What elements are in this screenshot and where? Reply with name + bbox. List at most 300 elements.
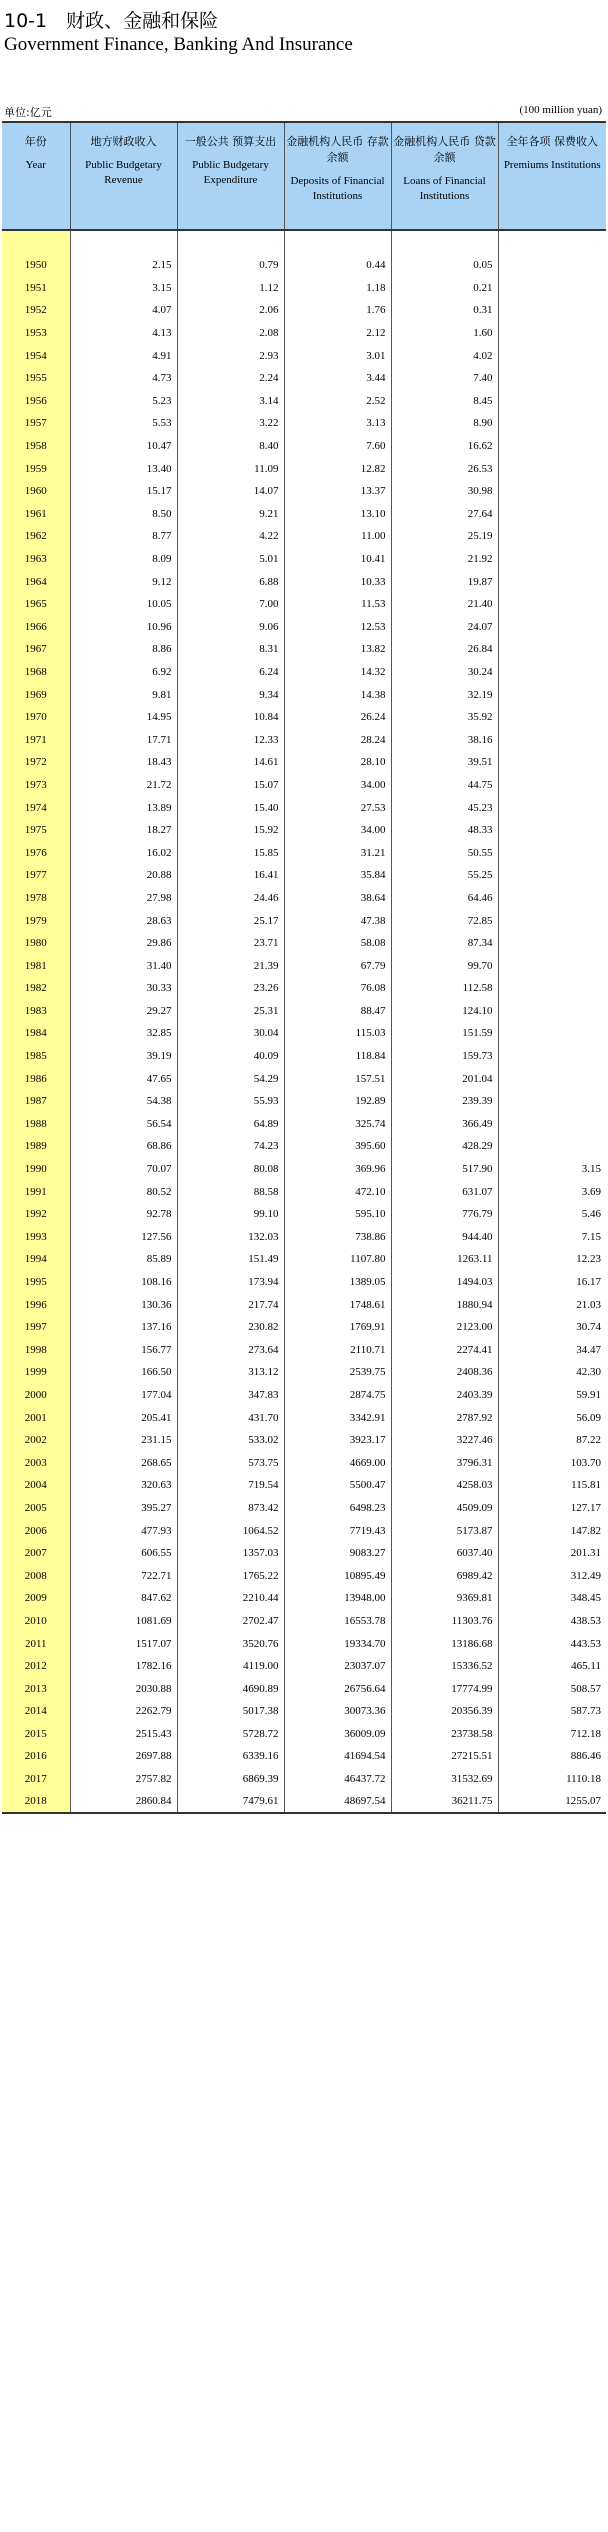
expenditure-cell: 15.07 (177, 774, 284, 797)
premiums-cell: 438.53 (498, 1610, 606, 1633)
expenditure-cell: 4119.00 (177, 1655, 284, 1678)
premiums-cell (498, 796, 606, 819)
revenue-cell: 6.92 (70, 661, 177, 684)
premiums-cell (498, 661, 606, 684)
year-cell: 1997 (2, 1316, 70, 1339)
year-cell: 2001 (2, 1406, 70, 1429)
year-cell: 1976 (2, 841, 70, 864)
expenditure-cell: 55.93 (177, 1090, 284, 1113)
table-row (2, 503, 606, 526)
loans-cell: 44.75 (391, 774, 498, 797)
premiums-cell (498, 1090, 606, 1113)
expenditure-cell: 21.39 (177, 954, 284, 977)
deposits-cell: 34.00 (284, 819, 391, 842)
premiums-cell (498, 299, 606, 322)
premiums-cell (498, 503, 606, 526)
premiums-cell: 7.15 (498, 1226, 606, 1249)
year-cell: 1960 (2, 480, 70, 503)
premiums-cell: 465.11 (498, 1655, 606, 1678)
loans-cell: 239.39 (391, 1090, 498, 1113)
table-row (2, 977, 606, 1000)
revenue-cell: 2697.88 (70, 1745, 177, 1768)
loans-cell: 0.31 (391, 299, 498, 322)
expenditure-cell: 217.74 (177, 1293, 284, 1316)
deposits-cell: 13.37 (284, 480, 391, 503)
expenditure-cell: 10.84 (177, 706, 284, 729)
year-cell: 1998 (2, 1339, 70, 1362)
deposits-cell: 76.08 (284, 977, 391, 1000)
year-cell: 1983 (2, 1000, 70, 1023)
table-row (2, 277, 606, 300)
expenditure-cell: 9.21 (177, 503, 284, 526)
header-label-en: Loans of Financial Institutions (403, 175, 486, 202)
revenue-cell: 2262.79 (70, 1700, 177, 1723)
expenditure-cell: 1357.03 (177, 1542, 284, 1565)
deposits-cell: 7719.43 (284, 1519, 391, 1542)
premiums-cell (498, 774, 606, 797)
revenue-cell: 2860.84 (70, 1790, 177, 1813)
revenue-cell: 29.27 (70, 1000, 177, 1023)
data-table (2, 121, 606, 1814)
deposits-cell: 9083.27 (284, 1542, 391, 1565)
year-cell: 1988 (2, 1113, 70, 1136)
table-row (2, 819, 606, 842)
deposits-cell: 5500.47 (284, 1474, 391, 1497)
deposits-cell: 28.10 (284, 751, 391, 774)
revenue-cell: 85.89 (70, 1248, 177, 1271)
loans-cell: 3796.31 (391, 1451, 498, 1474)
premiums-cell: 3.15 (498, 1158, 606, 1181)
expenditure-cell: 7479.61 (177, 1790, 284, 1813)
expenditure-cell: 173.94 (177, 1271, 284, 1294)
premiums-cell: 30.74 (498, 1316, 606, 1339)
loans-cell: 23738.58 (391, 1723, 498, 1746)
table-row (2, 1723, 606, 1746)
deposits-cell: 192.89 (284, 1090, 391, 1113)
deposits-cell: 16553.78 (284, 1610, 391, 1633)
loans-cell: 50.55 (391, 841, 498, 864)
year-cell: 1989 (2, 1135, 70, 1158)
loans-cell: 11303.76 (391, 1610, 498, 1633)
header-label-zh: 一般公共 预算支出 (184, 135, 277, 148)
expenditure-cell: 2.24 (177, 367, 284, 390)
revenue-cell: 15.17 (70, 480, 177, 503)
premiums-cell (498, 570, 606, 593)
table-row (2, 435, 606, 458)
deposits-cell: 3.01 (284, 344, 391, 367)
loans-cell: 26.53 (391, 457, 498, 480)
revenue-cell: 8.50 (70, 503, 177, 526)
revenue-cell: 127.56 (70, 1226, 177, 1249)
year-cell: 1950 (2, 254, 70, 277)
premiums-cell (498, 954, 606, 977)
year-cell: 1966 (2, 616, 70, 639)
table-row (2, 1090, 606, 1113)
table-row (2, 1135, 606, 1158)
loans-cell: 32.19 (391, 683, 498, 706)
deposits-cell: 23037.07 (284, 1655, 391, 1678)
deposits-cell: 3.13 (284, 412, 391, 435)
deposits-cell: 595.10 (284, 1203, 391, 1226)
year-cell: 1986 (2, 1067, 70, 1090)
year-cell: 1964 (2, 570, 70, 593)
table-row (2, 1339, 606, 1362)
year-cell: 2006 (2, 1519, 70, 1542)
premiums-cell: 3.69 (498, 1180, 606, 1203)
table-row (2, 1000, 606, 1023)
deposits-cell: 31.21 (284, 841, 391, 864)
loans-cell: 64.46 (391, 887, 498, 910)
revenue-cell: 70.07 (70, 1158, 177, 1181)
table-header (2, 122, 606, 230)
revenue-cell: 5.23 (70, 390, 177, 413)
year-cell: 2008 (2, 1564, 70, 1587)
loans-cell: 30.98 (391, 480, 498, 503)
expenditure-cell: 6869.39 (177, 1768, 284, 1791)
deposits-cell: 325.74 (284, 1113, 391, 1136)
table-row (2, 1474, 606, 1497)
expenditure-cell: 2.93 (177, 344, 284, 367)
premiums-cell: 59.91 (498, 1384, 606, 1407)
revenue-cell: 56.54 (70, 1113, 177, 1136)
table-row (2, 1203, 606, 1226)
table-row (2, 638, 606, 661)
deposits-cell: 1748.61 (284, 1293, 391, 1316)
year-cell: 1992 (2, 1203, 70, 1226)
expenditure-cell: 8.40 (177, 435, 284, 458)
deposits-cell: 3923.17 (284, 1429, 391, 1452)
table-row (2, 1700, 606, 1723)
expenditure-cell: 573.75 (177, 1451, 284, 1474)
expenditure-cell: 15.92 (177, 819, 284, 842)
year-cell: 1987 (2, 1090, 70, 1113)
expenditure-cell: 88.58 (177, 1180, 284, 1203)
deposits-cell: 88.47 (284, 1000, 391, 1023)
expenditure-cell: 230.82 (177, 1316, 284, 1339)
expenditure-cell: 4690.89 (177, 1677, 284, 1700)
year-cell: 1958 (2, 435, 70, 458)
expenditure-cell: 5.01 (177, 548, 284, 571)
deposits-cell: 48697.54 (284, 1790, 391, 1813)
revenue-cell: 4.13 (70, 322, 177, 345)
expenditure-cell: 7.00 (177, 593, 284, 616)
loans-cell: 3227.46 (391, 1429, 498, 1452)
premiums-cell (498, 593, 606, 616)
table-row (2, 1497, 606, 1520)
year-cell: 1972 (2, 751, 70, 774)
deposits-cell: 41694.54 (284, 1745, 391, 1768)
loans-cell: 776.79 (391, 1203, 498, 1226)
header-label-zh: 全年各项 保费收入 (506, 135, 598, 148)
unit-label-zh: 单位:亿元 (4, 106, 52, 119)
expenditure-cell: 23.71 (177, 932, 284, 955)
loans-cell: 24.07 (391, 616, 498, 639)
year-cell: 2011 (2, 1632, 70, 1655)
year-cell: 1974 (2, 796, 70, 819)
loans-cell: 1.60 (391, 322, 498, 345)
premiums-cell (498, 412, 606, 435)
year-cell: 2015 (2, 1723, 70, 1746)
table-row (2, 525, 606, 548)
loans-cell: 9369.81 (391, 1587, 498, 1610)
premiums-cell (498, 344, 606, 367)
revenue-cell: 8.09 (70, 548, 177, 571)
table-row (2, 1180, 606, 1203)
year-cell: 1962 (2, 525, 70, 548)
premiums-cell: 16.17 (498, 1271, 606, 1294)
table-row (2, 932, 606, 955)
revenue-cell: 16.02 (70, 841, 177, 864)
premiums-cell: 34.47 (498, 1339, 606, 1362)
deposits-cell: 395.60 (284, 1135, 391, 1158)
deposits-cell: 738.86 (284, 1226, 391, 1249)
deposits-cell: 58.08 (284, 932, 391, 955)
expenditure-cell: 6339.16 (177, 1745, 284, 1768)
revenue-cell: 80.52 (70, 1180, 177, 1203)
premiums-cell: 103.70 (498, 1451, 606, 1474)
header-label-zh: 年份 (24, 135, 47, 148)
year-cell: 2016 (2, 1745, 70, 1768)
loans-cell: 124.10 (391, 1000, 498, 1023)
revenue-cell: 4.91 (70, 344, 177, 367)
table-row (2, 412, 606, 435)
table-row (2, 1113, 606, 1136)
table-row (2, 322, 606, 345)
revenue-cell: 30.33 (70, 977, 177, 1000)
year-cell: 2018 (2, 1790, 70, 1813)
deposits-cell: 38.64 (284, 887, 391, 910)
revenue-cell: 28.63 (70, 909, 177, 932)
year-cell: 1956 (2, 390, 70, 413)
deposits-cell: 10.41 (284, 548, 391, 571)
premiums-cell: 443.53 (498, 1632, 606, 1655)
table-row (2, 1610, 606, 1633)
year-cell: 1959 (2, 457, 70, 480)
loans-cell: 6037.40 (391, 1542, 498, 1565)
table-row (2, 1542, 606, 1565)
premiums-cell (498, 480, 606, 503)
premiums-cell (498, 683, 606, 706)
revenue-cell: 268.65 (70, 1451, 177, 1474)
loans-cell: 201.04 (391, 1067, 498, 1090)
expenditure-cell: 2.06 (177, 299, 284, 322)
deposits-cell: 14.38 (284, 683, 391, 706)
premiums-cell (498, 841, 606, 864)
table-row (2, 480, 606, 503)
loans-cell: 2123.00 (391, 1316, 498, 1339)
premiums-cell: 42.30 (498, 1361, 606, 1384)
premiums-cell (498, 1000, 606, 1023)
premiums-cell: 312.49 (498, 1564, 606, 1587)
revenue-cell: 8.86 (70, 638, 177, 661)
expenditure-cell: 11.09 (177, 457, 284, 480)
revenue-cell: 10.96 (70, 616, 177, 639)
deposits-cell: 7.60 (284, 435, 391, 458)
table-row (2, 1745, 606, 1768)
loans-cell: 48.33 (391, 819, 498, 842)
table-row (2, 751, 606, 774)
year-cell: 1982 (2, 977, 70, 1000)
year-cell: 1980 (2, 932, 70, 955)
revenue-cell: 722.71 (70, 1564, 177, 1587)
year-cell: 1979 (2, 909, 70, 932)
expenditure-cell: 2702.47 (177, 1610, 284, 1633)
deposits-cell: 369.96 (284, 1158, 391, 1181)
loans-cell: 21.92 (391, 548, 498, 571)
table-spacer-row (2, 230, 606, 254)
loans-cell: 366.49 (391, 1113, 498, 1136)
revenue-cell: 27.98 (70, 887, 177, 910)
year-cell: 2010 (2, 1610, 70, 1633)
table-row (2, 909, 606, 932)
year-cell: 1973 (2, 774, 70, 797)
expenditure-cell: 24.46 (177, 887, 284, 910)
expenditure-cell: 74.23 (177, 1135, 284, 1158)
revenue-cell: 14.95 (70, 706, 177, 729)
year-cell: 2017 (2, 1768, 70, 1791)
premiums-cell (498, 909, 606, 932)
loans-cell: 6989.42 (391, 1564, 498, 1587)
premiums-cell (498, 457, 606, 480)
table-row (2, 1406, 606, 1429)
premiums-cell (498, 977, 606, 1000)
year-cell: 1978 (2, 887, 70, 910)
loans-cell: 16.62 (391, 435, 498, 458)
revenue-cell: 10.05 (70, 593, 177, 616)
deposits-cell: 14.32 (284, 661, 391, 684)
year-cell: 1969 (2, 683, 70, 706)
table-row (2, 774, 606, 797)
expenditure-cell: 23.26 (177, 977, 284, 1000)
year-cell: 1961 (2, 503, 70, 526)
table-row (2, 390, 606, 413)
year-cell: 1970 (2, 706, 70, 729)
premiums-cell: 201.31 (498, 1542, 606, 1565)
table-row (2, 706, 606, 729)
expenditure-cell: 40.09 (177, 1045, 284, 1068)
premiums-cell: 5.46 (498, 1203, 606, 1226)
year-cell: 2009 (2, 1587, 70, 1610)
table-row (2, 548, 606, 571)
year-cell: 2007 (2, 1542, 70, 1565)
premiums-cell: 1110.18 (498, 1768, 606, 1791)
premiums-cell (498, 616, 606, 639)
premiums-cell: 87.22 (498, 1429, 606, 1452)
deposits-cell: 118.84 (284, 1045, 391, 1068)
deposits-cell: 6498.23 (284, 1497, 391, 1520)
expenditure-cell: 2.08 (177, 322, 284, 345)
loans-cell: 151.59 (391, 1022, 498, 1045)
revenue-cell: 29.86 (70, 932, 177, 955)
deposits-cell: 46437.72 (284, 1768, 391, 1791)
deposits-cell: 3.44 (284, 367, 391, 390)
loans-cell: 5173.87 (391, 1519, 498, 1542)
year-cell: 1971 (2, 728, 70, 751)
deposits-cell: 1769.91 (284, 1316, 391, 1339)
loans-cell: 36211.75 (391, 1790, 498, 1813)
deposits-cell: 1107.80 (284, 1248, 391, 1271)
loans-cell: 72.85 (391, 909, 498, 932)
premiums-cell (498, 367, 606, 390)
revenue-cell: 4.07 (70, 299, 177, 322)
revenue-cell: 39.19 (70, 1045, 177, 1068)
table-row (2, 1271, 606, 1294)
revenue-cell: 18.43 (70, 751, 177, 774)
table-row (2, 1564, 606, 1587)
loans-cell: 7.40 (391, 367, 498, 390)
loans-cell: 0.05 (391, 254, 498, 277)
expenditure-cell: 132.03 (177, 1226, 284, 1249)
expenditure-cell: 12.33 (177, 728, 284, 751)
expenditure-cell: 151.49 (177, 1248, 284, 1271)
table-row (2, 1632, 606, 1655)
expenditure-cell: 533.02 (177, 1429, 284, 1452)
table-row (2, 1293, 606, 1316)
deposits-cell: 47.38 (284, 909, 391, 932)
table-row (2, 1316, 606, 1339)
revenue-cell: 10.47 (70, 435, 177, 458)
loans-cell: 4509.09 (391, 1497, 498, 1520)
table-row (2, 616, 606, 639)
revenue-cell: 21.72 (70, 774, 177, 797)
loans-cell: 2408.36 (391, 1361, 498, 1384)
deposits-cell: 12.53 (284, 616, 391, 639)
revenue-cell: 9.12 (70, 570, 177, 593)
revenue-cell: 13.40 (70, 457, 177, 480)
page-title-zh: 10-1 财政、金融和保险 (4, 10, 219, 32)
expenditure-cell: 4.22 (177, 525, 284, 548)
premiums-cell: 587.73 (498, 1700, 606, 1723)
revenue-cell: 32.85 (70, 1022, 177, 1045)
year-cell: 1968 (2, 661, 70, 684)
deposits-cell: 2874.75 (284, 1384, 391, 1407)
revenue-cell: 1782.16 (70, 1655, 177, 1678)
expenditure-cell: 5017.38 (177, 1700, 284, 1723)
loans-cell: 1880.94 (391, 1293, 498, 1316)
premiums-cell (498, 322, 606, 345)
deposits-cell: 28.24 (284, 728, 391, 751)
year-cell: 1977 (2, 864, 70, 887)
revenue-cell: 5.53 (70, 412, 177, 435)
table-row (2, 457, 606, 480)
revenue-cell: 20.88 (70, 864, 177, 887)
loans-cell: 13186.68 (391, 1632, 498, 1655)
revenue-cell: 108.16 (70, 1271, 177, 1294)
table-row (2, 1677, 606, 1700)
revenue-cell: 395.27 (70, 1497, 177, 1520)
year-cell: 1954 (2, 344, 70, 367)
year-cell: 1993 (2, 1226, 70, 1249)
page-title-en: Government Finance, Banking And Insurance (4, 34, 353, 55)
revenue-cell: 3.15 (70, 277, 177, 300)
header-label-zh: 地方财政收入 (90, 135, 157, 148)
revenue-cell: 166.50 (70, 1361, 177, 1384)
header-row (2, 122, 606, 230)
table-row (2, 796, 606, 819)
year-cell: 1996 (2, 1293, 70, 1316)
expenditure-cell: 873.42 (177, 1497, 284, 1520)
table-row (2, 1022, 606, 1045)
expenditure-cell: 3.14 (177, 390, 284, 413)
revenue-cell: 1517.07 (70, 1632, 177, 1655)
premiums-cell: 348.45 (498, 1587, 606, 1610)
loans-cell: 38.16 (391, 728, 498, 751)
revenue-cell: 47.65 (70, 1067, 177, 1090)
revenue-cell: 205.41 (70, 1406, 177, 1429)
table-row (2, 1361, 606, 1384)
premiums-cell: 886.46 (498, 1745, 606, 1768)
loans-cell: 159.73 (391, 1045, 498, 1068)
